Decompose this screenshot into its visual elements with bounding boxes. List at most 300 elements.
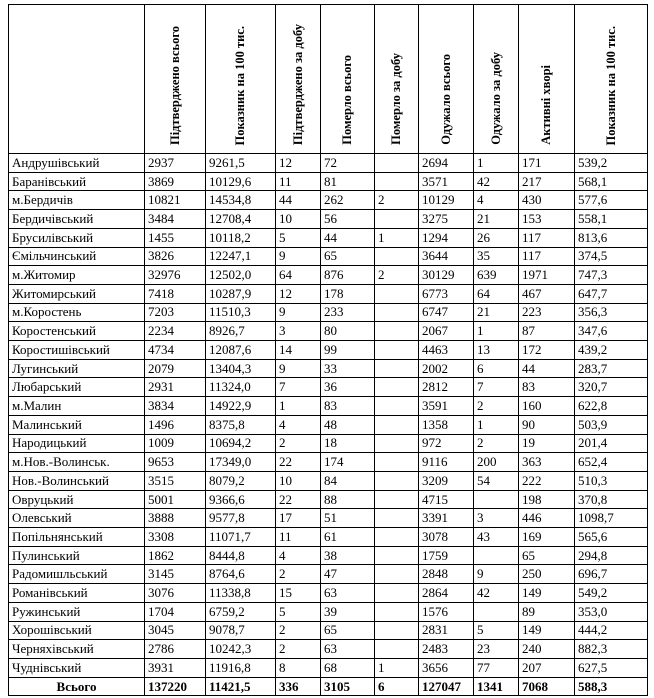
value-cell: 64 — [276, 266, 321, 285]
value-cell: 1576 — [419, 602, 474, 621]
district-name-cell: Бердичівський — [9, 210, 145, 229]
district-name-cell: Лугинський — [9, 359, 145, 378]
value-cell: 4 — [276, 415, 321, 434]
table-row — [9, 434, 648, 453]
value-cell: 1496 — [145, 415, 206, 434]
total-value-cell: 336 — [276, 678, 321, 696]
value-cell — [474, 602, 519, 621]
value-cell: 3076 — [145, 584, 206, 603]
value-cell: 5001 — [145, 490, 206, 509]
value-cell: 3644 — [419, 247, 474, 266]
value-cell: 3145 — [145, 565, 206, 584]
value-cell: 222 — [519, 471, 575, 490]
district-name-cell: Ємільчинський — [9, 247, 145, 266]
value-cell: 10118,2 — [206, 228, 276, 247]
table-row — [9, 303, 648, 322]
value-cell: 11510,3 — [206, 303, 276, 322]
value-cell: 6773 — [419, 284, 474, 303]
value-cell: 370,8 — [575, 490, 648, 509]
value-cell: 21 — [474, 303, 519, 322]
value-cell — [375, 640, 419, 659]
value-cell: 22 — [276, 490, 321, 509]
value-cell: 503,9 — [575, 415, 648, 434]
table-row — [9, 341, 648, 360]
value-cell: 14922,9 — [206, 397, 276, 416]
value-cell: 223 — [519, 303, 575, 322]
value-cell: 639 — [474, 266, 519, 285]
value-cell: 9 — [276, 247, 321, 266]
district-name-cell: Малинський — [9, 415, 145, 434]
value-cell: 30129 — [419, 266, 474, 285]
value-cell: 250 — [519, 565, 575, 584]
value-cell: 1759 — [419, 546, 474, 565]
value-cell: 12502,0 — [206, 266, 276, 285]
value-cell: 2937 — [145, 154, 206, 173]
column-header — [419, 5, 474, 154]
value-cell: 44 — [276, 191, 321, 210]
district-name-cell: Олевський — [9, 509, 145, 528]
table-row — [9, 490, 648, 509]
value-cell: 444,2 — [575, 621, 648, 640]
value-cell: 262 — [321, 191, 375, 210]
value-cell — [375, 509, 419, 528]
value-cell — [375, 471, 419, 490]
total-value-cell: 588,3 — [575, 678, 648, 696]
value-cell: 10694,2 — [206, 434, 276, 453]
value-cell: 3 — [276, 322, 321, 341]
value-cell: 160 — [519, 397, 575, 416]
value-cell: 198 — [519, 490, 575, 509]
value-cell — [375, 584, 419, 603]
district-name-cell: Попільнянський — [9, 528, 145, 547]
value-cell: 217 — [519, 172, 575, 191]
value-cell: 43 — [474, 528, 519, 547]
value-cell: 51 — [321, 509, 375, 528]
district-name-cell: Любарський — [9, 378, 145, 397]
value-cell: 10129 — [419, 191, 474, 210]
value-cell — [375, 621, 419, 640]
value-cell: 2 — [474, 434, 519, 453]
value-cell: 3571 — [419, 172, 474, 191]
value-cell: 3931 — [145, 658, 206, 677]
value-cell: 5 — [276, 228, 321, 247]
value-cell: 1 — [375, 228, 419, 247]
value-cell: 64 — [474, 284, 519, 303]
column-header-label: Активні хворі — [539, 65, 553, 145]
value-cell: 11071,7 — [206, 528, 276, 547]
value-cell — [375, 303, 419, 322]
value-cell: 2 — [375, 266, 419, 285]
value-cell: 11324,0 — [206, 378, 276, 397]
value-cell: 9116 — [419, 453, 474, 472]
value-cell — [375, 602, 419, 621]
table-row — [9, 640, 648, 659]
district-name-cell: м.Малин — [9, 397, 145, 416]
value-cell: 9653 — [145, 453, 206, 472]
value-cell: 17 — [276, 509, 321, 528]
value-cell — [375, 284, 419, 303]
column-header-label: Показник на 100 тис. — [233, 25, 247, 145]
value-cell: 23 — [474, 640, 519, 659]
value-cell: 80 — [321, 322, 375, 341]
value-cell: 1862 — [145, 546, 206, 565]
value-cell: 2 — [276, 621, 321, 640]
value-cell: 149 — [519, 584, 575, 603]
value-cell: 9 — [474, 565, 519, 584]
value-cell: 9078,7 — [206, 621, 276, 640]
value-cell: 283,7 — [575, 359, 648, 378]
value-cell: 3275 — [419, 210, 474, 229]
value-cell: 4 — [474, 191, 519, 210]
column-header — [519, 5, 575, 154]
value-cell: 11 — [276, 172, 321, 191]
column-header — [321, 5, 375, 154]
value-cell — [375, 154, 419, 173]
value-cell — [375, 490, 419, 509]
value-cell: 2848 — [419, 565, 474, 584]
table-row — [9, 210, 648, 229]
value-cell: 10129,6 — [206, 172, 276, 191]
value-cell: 3656 — [419, 658, 474, 677]
value-cell: 1704 — [145, 602, 206, 621]
table-row — [9, 284, 648, 303]
value-cell: 1 — [474, 322, 519, 341]
value-cell: 8079,2 — [206, 471, 276, 490]
value-cell: 1971 — [519, 266, 575, 285]
table-row — [9, 546, 648, 565]
value-cell: 8926,7 — [206, 322, 276, 341]
value-cell: 3209 — [419, 471, 474, 490]
value-cell: 72 — [321, 154, 375, 173]
value-cell: 6747 — [419, 303, 474, 322]
value-cell: 2931 — [145, 378, 206, 397]
value-cell — [375, 397, 419, 416]
value-cell: 2812 — [419, 378, 474, 397]
value-cell: 568,1 — [575, 172, 648, 191]
district-name-cell: Баранівський — [9, 172, 145, 191]
value-cell: 153 — [519, 210, 575, 229]
value-cell: 647,7 — [575, 284, 648, 303]
value-cell — [375, 378, 419, 397]
value-cell: 44 — [519, 359, 575, 378]
value-cell: 3826 — [145, 247, 206, 266]
column-header — [575, 5, 648, 154]
value-cell: 2234 — [145, 322, 206, 341]
value-cell: 4463 — [419, 341, 474, 360]
district-name-cell: м.Нов.-Волинськ. — [9, 453, 145, 472]
value-cell: 2 — [474, 397, 519, 416]
value-cell: 1 — [375, 658, 419, 677]
total-row — [9, 678, 648, 696]
value-cell: 3515 — [145, 471, 206, 490]
value-cell: 77 — [474, 658, 519, 677]
value-cell: 1 — [474, 415, 519, 434]
value-cell: 171 — [519, 154, 575, 173]
value-cell: 3888 — [145, 509, 206, 528]
value-cell: 882,3 — [575, 640, 648, 659]
value-cell: 178 — [321, 284, 375, 303]
value-cell: 9577,8 — [206, 509, 276, 528]
table-row — [9, 528, 648, 547]
value-cell: 356,3 — [575, 303, 648, 322]
column-header-label: Підтверджено за добу — [290, 23, 305, 145]
value-cell: 36 — [321, 378, 375, 397]
table-row — [9, 154, 648, 173]
value-cell: 4734 — [145, 341, 206, 360]
value-cell: 2864 — [419, 584, 474, 603]
value-cell: 56 — [321, 210, 375, 229]
value-cell: 18 — [321, 434, 375, 453]
value-cell: 652,4 — [575, 453, 648, 472]
value-cell: 17349,0 — [206, 453, 276, 472]
value-cell — [375, 415, 419, 434]
value-cell: 1294 — [419, 228, 474, 247]
value-cell: 6759,2 — [206, 602, 276, 621]
value-cell: 2483 — [419, 640, 474, 659]
value-cell: 2831 — [419, 621, 474, 640]
district-name-cell: м.Житомир — [9, 266, 145, 285]
district-name-cell: Хорошівський — [9, 621, 145, 640]
header-district — [9, 5, 145, 154]
value-cell: 88 — [321, 490, 375, 509]
value-cell: 5 — [474, 621, 519, 640]
value-cell — [375, 341, 419, 360]
value-cell: 7 — [474, 378, 519, 397]
value-cell: 83 — [321, 397, 375, 416]
value-cell: 320,7 — [575, 378, 648, 397]
value-cell: 3869 — [145, 172, 206, 191]
value-cell — [375, 546, 419, 565]
value-cell: 42 — [474, 172, 519, 191]
value-cell: 7418 — [145, 284, 206, 303]
value-cell: 3078 — [419, 528, 474, 547]
value-cell: 39 — [321, 602, 375, 621]
value-cell: 549,2 — [575, 584, 648, 603]
value-cell: 3 — [474, 509, 519, 528]
district-name-cell: Коростишівський — [9, 341, 145, 360]
table-body — [9, 154, 648, 678]
value-cell: 9 — [276, 359, 321, 378]
column-header-label: Підтверджено всього — [167, 25, 182, 145]
value-cell: 353,0 — [575, 602, 648, 621]
value-cell: 8 — [276, 658, 321, 677]
total-value-cell: 11421,5 — [206, 678, 276, 696]
column-header — [474, 5, 519, 154]
value-cell: 2 — [276, 640, 321, 659]
value-cell: 1358 — [419, 415, 474, 434]
value-cell: 169 — [519, 528, 575, 547]
value-cell: 61 — [321, 528, 375, 547]
value-cell: 83 — [519, 378, 575, 397]
district-name-cell: Андрушівський — [9, 154, 145, 173]
value-cell: 90 — [519, 415, 575, 434]
district-name-cell: Романівський — [9, 584, 145, 603]
value-cell: 21 — [474, 210, 519, 229]
value-cell — [474, 546, 519, 565]
value-cell: 510,3 — [575, 471, 648, 490]
table-row — [9, 584, 648, 603]
value-cell: 8764,6 — [206, 565, 276, 584]
value-cell: 99 — [321, 341, 375, 360]
value-cell: 54 — [474, 471, 519, 490]
value-cell: 2 — [375, 191, 419, 210]
value-cell: 84 — [321, 471, 375, 490]
column-header-label: Померло всього — [340, 55, 354, 145]
value-cell: 8444,8 — [206, 546, 276, 565]
value-cell: 9366,6 — [206, 490, 276, 509]
value-cell: 35 — [474, 247, 519, 266]
value-cell: 12708,4 — [206, 210, 276, 229]
district-name-cell: Народицький — [9, 434, 145, 453]
value-cell: 3484 — [145, 210, 206, 229]
value-cell: 374,5 — [575, 247, 648, 266]
table-row — [9, 266, 648, 285]
value-cell — [375, 322, 419, 341]
table-row — [9, 471, 648, 490]
value-cell: 14534,8 — [206, 191, 276, 210]
value-cell: 294,8 — [575, 546, 648, 565]
value-cell: 6 — [474, 359, 519, 378]
value-cell: 14 — [276, 341, 321, 360]
value-cell: 19 — [519, 434, 575, 453]
value-cell: 363 — [519, 453, 575, 472]
total-value-cell: 137220 — [145, 678, 206, 696]
value-cell: 565,6 — [575, 528, 648, 547]
value-cell: 7203 — [145, 303, 206, 322]
district-name-cell: Нов.-Волинський — [9, 471, 145, 490]
value-cell: 430 — [519, 191, 575, 210]
column-header — [145, 5, 206, 154]
district-name-cell: Житомирський — [9, 284, 145, 303]
district-name-cell: Овруцький — [9, 490, 145, 509]
value-cell: 3308 — [145, 528, 206, 547]
value-cell: 10287,9 — [206, 284, 276, 303]
table-row — [9, 453, 648, 472]
table-row — [9, 172, 648, 191]
table-row — [9, 415, 648, 434]
district-name-cell: Чуднівський — [9, 658, 145, 677]
table-row — [9, 397, 648, 416]
value-cell: 89 — [519, 602, 575, 621]
header-row — [9, 5, 648, 154]
value-cell: 1 — [276, 397, 321, 416]
value-cell — [375, 210, 419, 229]
value-cell: 8375,8 — [206, 415, 276, 434]
district-name-cell: м.Бердичів — [9, 191, 145, 210]
value-cell: 11916,8 — [206, 658, 276, 677]
value-cell: 42 — [474, 584, 519, 603]
value-cell: 12 — [276, 154, 321, 173]
value-cell — [375, 359, 419, 378]
value-cell: 876 — [321, 266, 375, 285]
value-cell: 200 — [474, 453, 519, 472]
total-value-cell: 7068 — [519, 678, 575, 696]
value-cell: 2079 — [145, 359, 206, 378]
table-row — [9, 621, 648, 640]
value-cell: 15 — [276, 584, 321, 603]
total-label-cell: Всього — [9, 678, 145, 696]
value-cell: 747,3 — [575, 266, 648, 285]
table-row — [9, 322, 648, 341]
value-cell: 172 — [519, 341, 575, 360]
column-header-label: Померло за добу — [389, 53, 403, 145]
table-row — [9, 359, 648, 378]
value-cell: 577,6 — [575, 191, 648, 210]
value-cell: 12247,1 — [206, 247, 276, 266]
value-cell: 696,7 — [575, 565, 648, 584]
value-cell: 3391 — [419, 509, 474, 528]
table-row — [9, 565, 648, 584]
table-row — [9, 378, 648, 397]
value-cell: 1098,7 — [575, 509, 648, 528]
table-row — [9, 228, 648, 247]
value-cell: 1009 — [145, 434, 206, 453]
value-cell: 10821 — [145, 191, 206, 210]
value-cell: 1455 — [145, 228, 206, 247]
value-cell: 174 — [321, 453, 375, 472]
value-cell: 65 — [321, 621, 375, 640]
table-row — [9, 658, 648, 677]
value-cell: 63 — [321, 640, 375, 659]
value-cell: 81 — [321, 172, 375, 191]
value-cell: 233 — [321, 303, 375, 322]
value-cell: 2067 — [419, 322, 474, 341]
value-cell: 33 — [321, 359, 375, 378]
value-cell: 2 — [276, 565, 321, 584]
value-cell: 4715 — [419, 490, 474, 509]
value-cell: 65 — [519, 546, 575, 565]
value-cell: 972 — [419, 434, 474, 453]
district-name-cell: Радомишльський — [9, 565, 145, 584]
value-cell: 10 — [276, 471, 321, 490]
value-cell: 149 — [519, 621, 575, 640]
value-cell: 12 — [276, 284, 321, 303]
column-header-label: Одужало за добу — [488, 52, 503, 145]
value-cell: 446 — [519, 509, 575, 528]
column-header-label: Показник на 100 тис. — [603, 25, 618, 145]
value-cell: 813,6 — [575, 228, 648, 247]
value-cell: 467 — [519, 284, 575, 303]
value-cell — [375, 565, 419, 584]
value-cell — [375, 528, 419, 547]
value-cell: 3591 — [419, 397, 474, 416]
total-value-cell: 1341 — [474, 678, 519, 696]
value-cell: 26 — [474, 228, 519, 247]
district-name-cell: Брусилівський — [9, 228, 145, 247]
value-cell: 47 — [321, 565, 375, 584]
value-cell: 117 — [519, 228, 575, 247]
table-row — [9, 247, 648, 266]
value-cell: 240 — [519, 640, 575, 659]
total-value-cell: 127047 — [419, 678, 474, 696]
column-header — [375, 5, 419, 154]
value-cell: 2002 — [419, 359, 474, 378]
total-value-cell: 6 — [375, 678, 419, 696]
value-cell — [375, 172, 419, 191]
table-row — [9, 191, 648, 210]
value-cell: 22 — [276, 453, 321, 472]
district-name-cell: Коростенський — [9, 322, 145, 341]
value-cell: 10 — [276, 210, 321, 229]
value-cell: 13 — [474, 341, 519, 360]
district-name-cell: Пулинський — [9, 546, 145, 565]
value-cell: 347,6 — [575, 322, 648, 341]
value-cell: 65 — [321, 247, 375, 266]
value-cell — [375, 434, 419, 453]
value-cell: 539,2 — [575, 154, 648, 173]
value-cell: 627,5 — [575, 658, 648, 677]
value-cell: 12087,6 — [206, 341, 276, 360]
